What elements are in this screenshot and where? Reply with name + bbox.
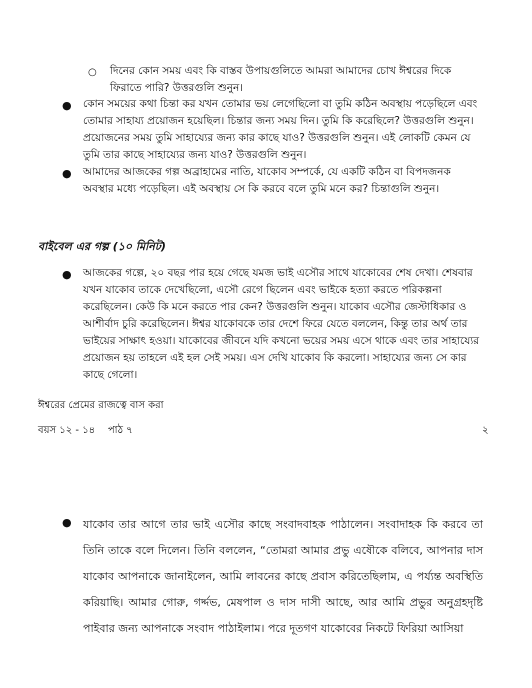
bullet-text-messengers: যাকোব তার আগে তার ভাই এসৌর কাছে সংবাদবাহক পাঠালেন। সংবাদাহক কি করবে তা তিনি তাকে বলে দিলেন। তিনি বললেন, “তোমরা আমার প্রভু এষৌকে বলিবে, আপনার দাস যাকোব আপনাকে জানাইলেন, আমি লাবনের কাছে প্রবাস করিতেছিলাম, এ পর্য্যন্ত অবস্থিতি করিয়াছি। আমার গোরু, গর্দ্দভ, মেষপাল ও দাস দাসী আছে, আর আমি প্রভুর অনুগ্রহদৃষ্টি পাইবার জন্য আপনাকে সংবাদ পাঠাইলাম। পরে দূতগণ যাকোবের নিকটে ফিরিয়া আসিয়া	[83, 518, 483, 635]
bullet-text-bible-story: আজকের গল্পে, ২০ বছর পার হয়ে গেছে যমজ ভাই এসৌর সাথে যাকোবের শেষ দেখা। শেষবার যখন যাকোব তাকে দেখেছিলো, এসৌ রেগে ছিলেন এবং ভাইকে হত্যা করতে পরিকল্পনা করেছিলেন। কেউ কি মনে করতে পার কেন? উত্তরগুলি শুনুন। যাকোব এসৌর জেস্টাধিকার ও আশীর্বাদ চুরি করেছিলেন। ঈশ্বর যাকোবকে তার দেশে ফিরে যেতে বললেন, কিন্তু তার অর্থ তার ভাইয়ের সাক্ষাৎ হওয়া। যাকোবের জীবনে যদি কখনো ভয়ের সময় এসে থাকে এবং তার সাহায্যের প্রয়োজন হয় তাহলে এই হল সেই সময়। এস দেখি যাকোব কি করলো। সাহায্যের জন্য সে কার কাছে গেলো।	[83, 267, 480, 381]
page-break	[0, 452, 532, 453]
footer-page-number: ২	[482, 425, 489, 436]
footer-age-lesson: বয়স ১২ - ১৪ পাঠ ৭	[38, 425, 133, 436]
bullet-text-fear-time: কোন সময়ের কথা চিন্তা কর যখন তোমার ভয় লেগেছিলো বা তুমি কঠিন অবস্থায় পড়েছিলে এবং তোমার সাহায্য প্রয়োজন হয়েছিল। চিন্তার জন্য সময় দিন। তুমি কি করেছিলে? উত্তরগুলি শুনুন। প্রয়োজনের সময় তুমি সাহায্যের জন্য কার কাছে যাও? উত্তরগুলি শুনুন। এই লোকটি কেমন যে তুমি তার কাছে সাহায্যের জন্য যাও? উত্তরগুলি শুনুন।	[83, 98, 478, 161]
sub-bullet-text: দিনের কোন সময় এবং কি বাস্তব উপায়গুলিতে আমরা আমাদের চোখ ঈশ্বরের দিকে ফিরাতে পারি? উত্তরগুলি শুনুন।	[110, 65, 452, 94]
filled-circle-bullet-icon: ●	[62, 167, 72, 180]
footer-series-title: ঈশ্বরের প্রেমের রাজত্বে বাস করা	[38, 400, 164, 411]
hollow-circle-bullet-icon: ○	[88, 67, 97, 78]
section-heading-bible-story: বাইবেল এর গল্প (১০ মিনিট)	[38, 240, 166, 253]
filled-circle-bullet-icon: ●	[62, 99, 72, 112]
filled-circle-bullet-icon: ●	[62, 516, 72, 529]
bullet-text-jacob-intro: আমাদের আজকের গল্প অব্রাহামের নাতি, যাকোব সম্পর্কে, যে একটি কঠিন বা বিপদজনক অবস্থার মধ্যে পড়েছিল। এই অবস্থায় সে কি করবে বলে তুমি মনে কর? চিন্তাগুলি শুনুন।	[83, 166, 451, 195]
filled-circle-bullet-icon: ●	[62, 268, 72, 281]
